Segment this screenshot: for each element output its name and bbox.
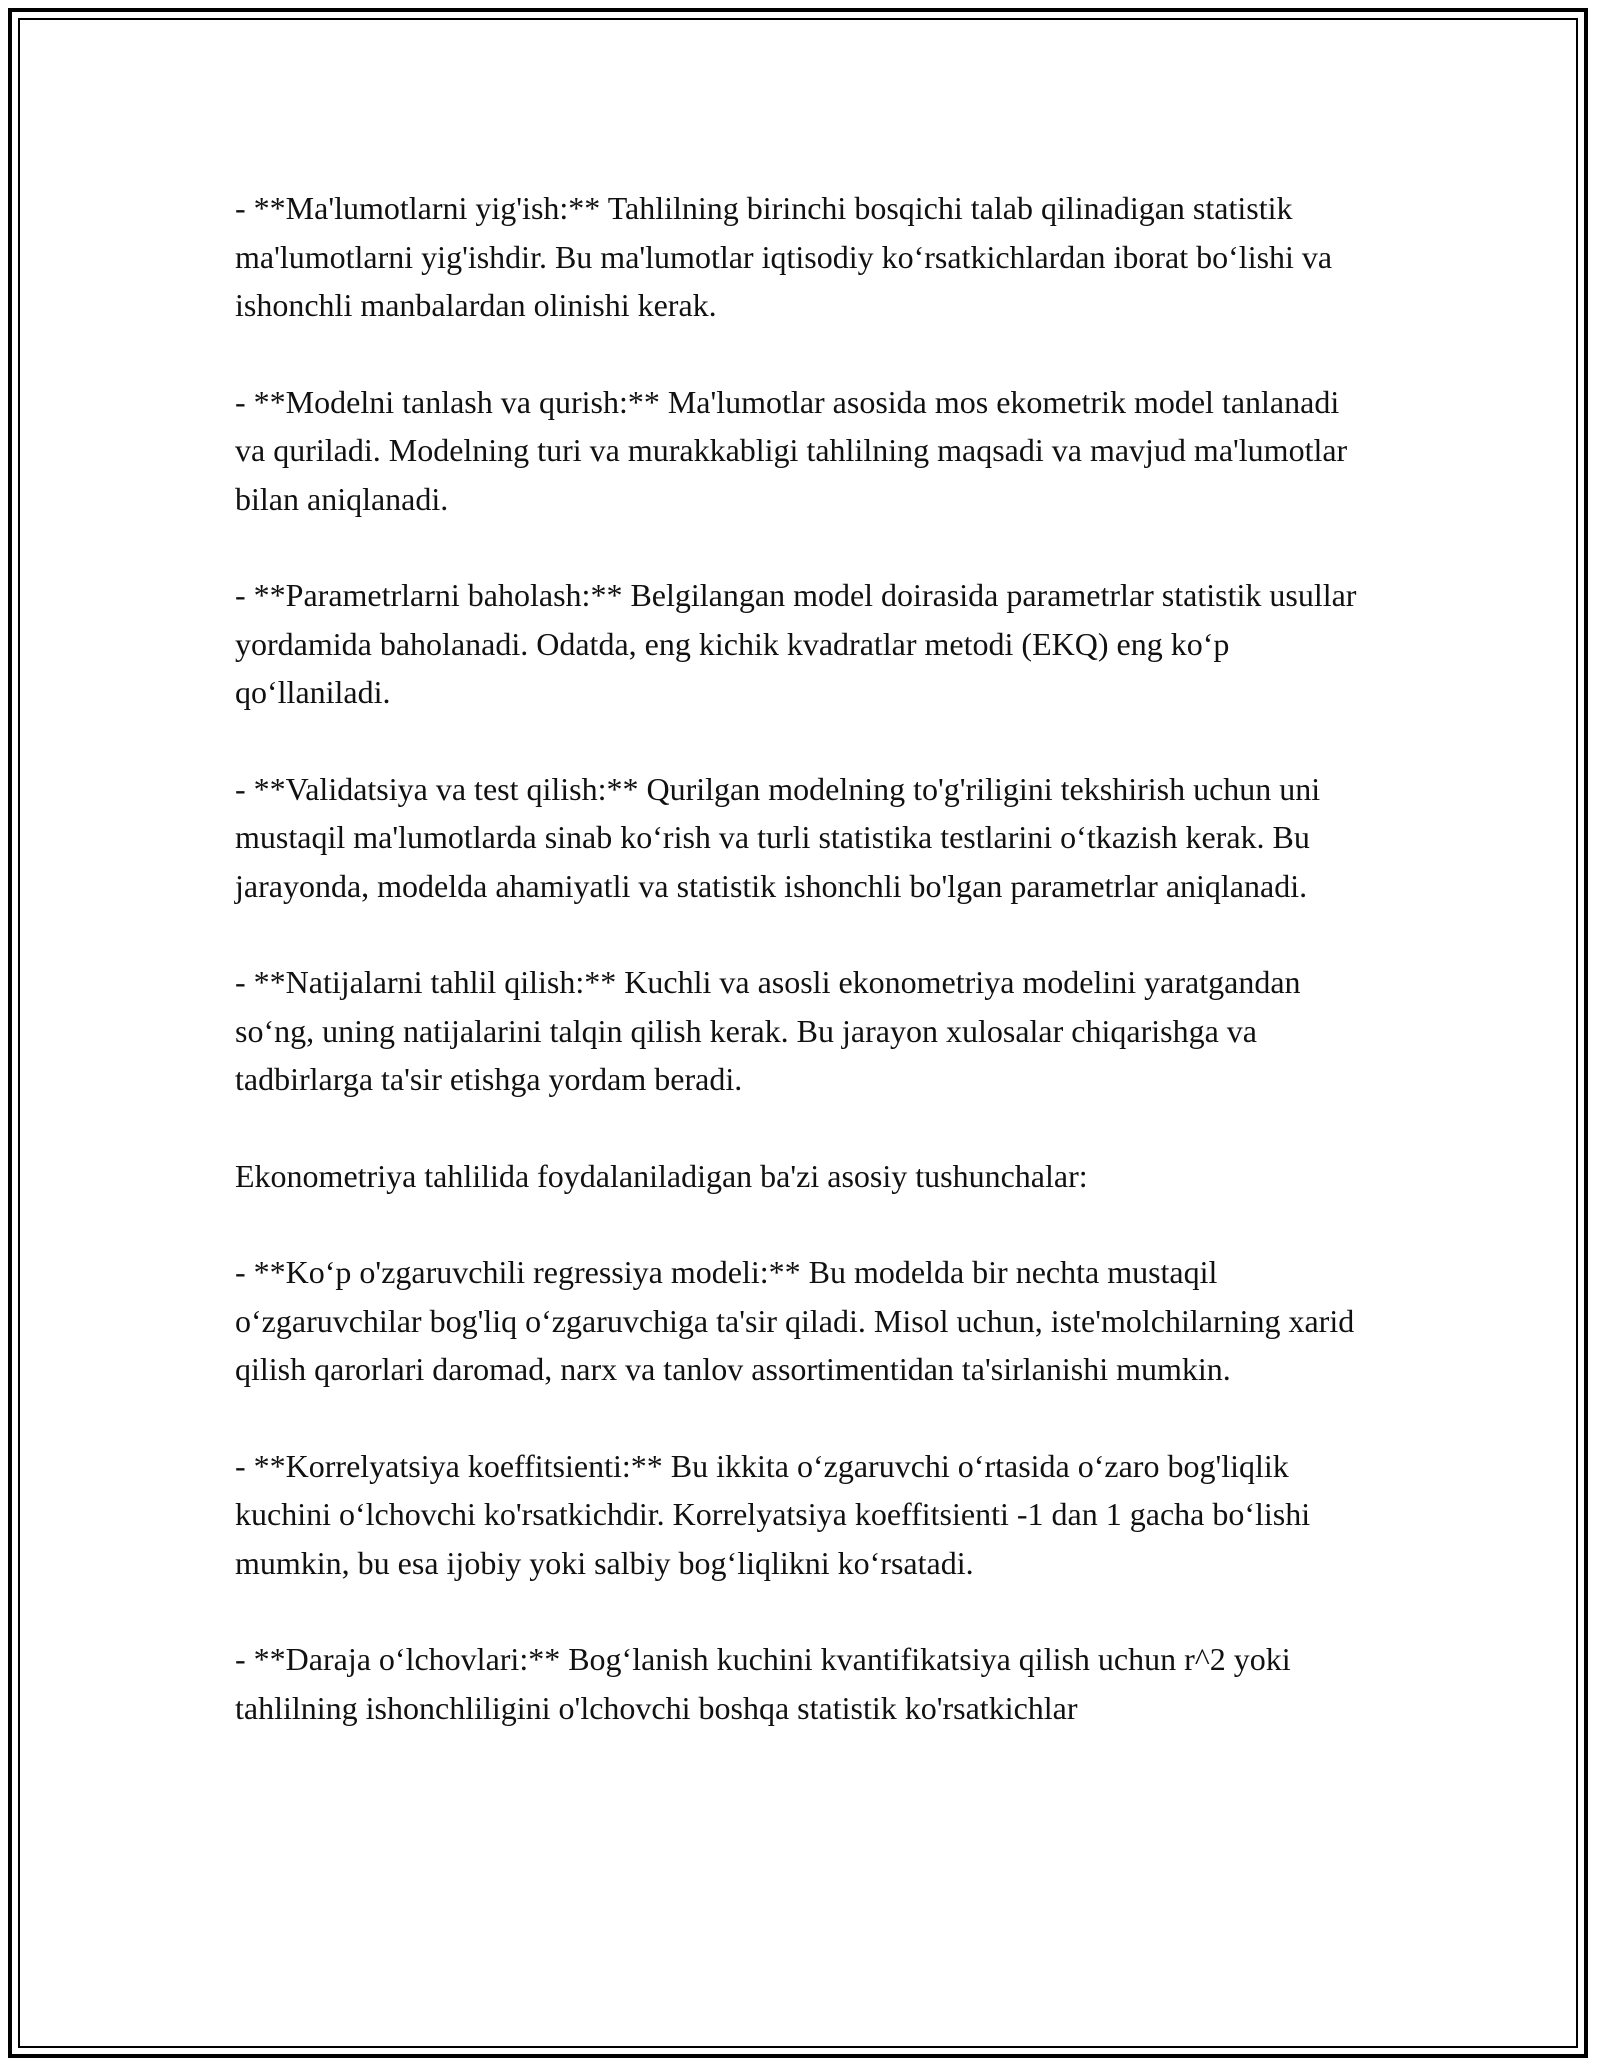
paragraph-key-concepts-intro: Ekonometriya tahlilida foydalaniladigan ba'zi asosiy tushunchalar:: [235, 1157, 1088, 1194]
paragraph-data-collection: - **Ma'lumotlarni yig'ish:** Tahlilning birinchi bosqichi talab qilinadigan statistik ma'lumotlarni yig'ishdir. Bu ma'lumotlar iqtisodiy ko‘rsatkichlardan iborat bo‘lishi va ishonchli manbalardan olinishi kerak.: [235, 190, 1333, 323]
paragraph-parameter-estimation: - **Parametrlarni baholash:** Belgilangan model doirasida parametrlar statistik usullar yordamida baholanadi. Odatda, eng kichik kvadratlar metodi (EKQ) eng ko‘p qo‘llaniladi.: [235, 577, 1357, 710]
paragraph-validation-testing: - **Validatsiya va test qilish:** Qurilgan modelning to'g'riligini tekshirish uchun uni mustaqil ma'lumotlarda sinab ko‘rish va turli statistika testlarini o‘tkazish kerak. Bu jarayonda, modelda ahamiyatli va statistik ishonchli bo'lgan parametrlar aniqlanadi.: [235, 770, 1321, 904]
paragraph-results-analysis: - **Natijalarni tahlil qilish:** Kuchli va asosli ekonometriya modelini yaratgandan so‘ng, uning natijalarini talqin qilish kerak. Bu jarayon xulosalar chiqarishga va tadbirlarga ta'sir etishga yordam beradi.: [235, 964, 1301, 1097]
paragraph-model-selection: - **Modelni tanlash va qurish:** Ma'lumotlar asosida mos ekometrik model tanlanadi va quriladi. Modelning turi va murakkabligi tahlilning maqsadi va mavjud ma'lumotlar bilan aniqlanadi.: [235, 383, 1348, 517]
document-body: [235, 184, 1365, 1780]
paragraph-multiple-regression: - **Ko‘p o'zgaruvchili regressiya modeli:** Bu modelda bir nechta mustaqil o‘zgaruvchilar bog'liq o‘zgaruvchiga ta'sir qiladi. Misol uchun, iste'molchilarning xarid qilish qarorlari daromad, narx va tanlov assortimentidan ta'sirlanishi mumkin.: [235, 1254, 1355, 1387]
paragraph-degree-measures: - **Daraja o‘lchovlari:** Bog‘lanish kuchini kvantifikatsiya qilish uchun r^2 yoki tahlilning ishonchliligini o'lchovchi boshqa statistik ko'rsatkichlar: [235, 1641, 1291, 1726]
paragraph-correlation-coefficient: - **Korrelyatsiya koeffitsienti:** Bu ikkita o‘zgaruvchi o‘rtasida o‘zaro bog'liqlik kuchini o‘lchovchi ko'rsatkichdir. Korrelyatsiya koeffitsienti -1 dan 1 gacha bo‘lishi mumkin, bu esa ijobiy yoki salbiy bog‘liqlikni ko‘rsatadi.: [235, 1447, 1311, 1581]
